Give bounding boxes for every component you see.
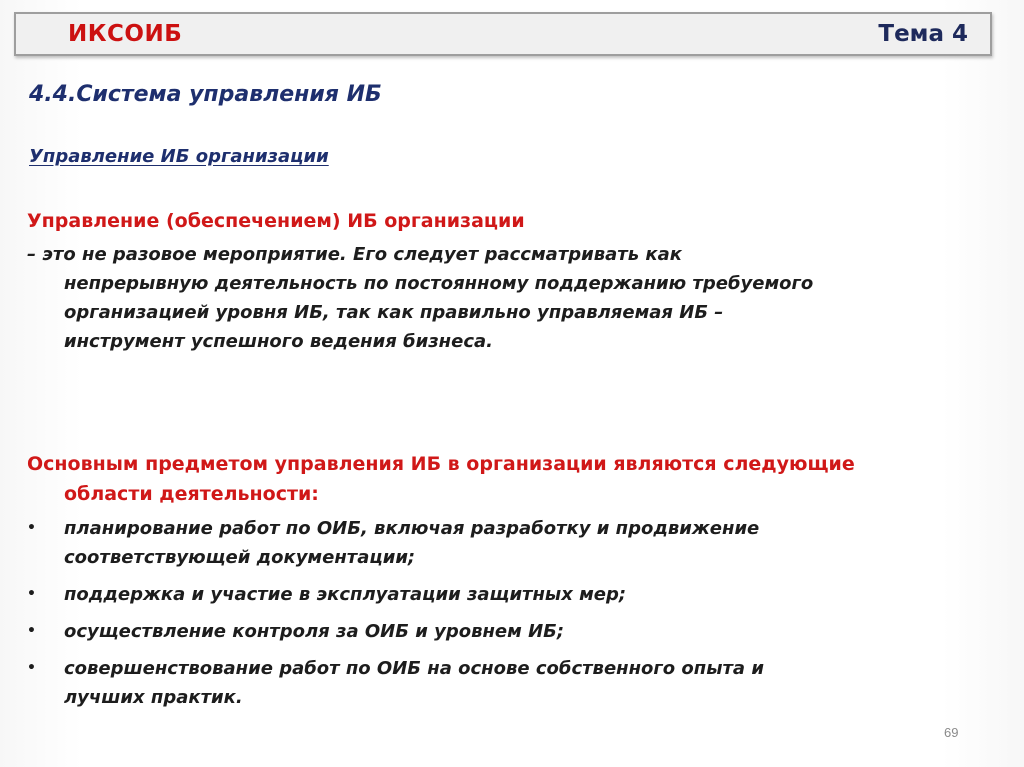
list-item (27, 617, 987, 646)
definition-line: – это не разовое мероприятие. Его следует рассматривать как (27, 244, 682, 265)
list-item (27, 654, 987, 712)
areas-heading (27, 449, 987, 509)
list-item (27, 514, 987, 572)
definition-line: непрерывную деятельность по постоянному поддержанию требуемого (64, 273, 814, 294)
list-item (27, 580, 987, 609)
definition-line: инструмент успешного ведения бизнеса. (64, 331, 493, 352)
subsection-title: Управление ИБ организации (29, 146, 329, 167)
management-heading: Управление (обеспечением) ИБ организации (27, 210, 525, 232)
areas-heading-line: Основным предметом управления ИБ в организации являются следующие (27, 453, 855, 475)
section-title: 4.4.Система управления ИБ (29, 82, 382, 107)
bullet-icon: • (27, 623, 36, 639)
bullet-icon: • (27, 520, 36, 536)
course-title: ИКСОИБ (68, 21, 183, 47)
header-bar (14, 12, 992, 56)
list-item-line: осуществление контроля за ОИБ и уровнем ИБ; (64, 621, 565, 642)
definition-line: организацией уровня ИБ, так как правильно управляемая ИБ – (64, 302, 724, 323)
bullet-icon: • (27, 586, 36, 602)
list-item-line: совершенствование работ по ОИБ на основе собственного опыта и (64, 658, 764, 679)
list-item-line: поддержка и участие в эксплуатации защитных мер; (64, 584, 627, 605)
list-item-line: соответствующей документации; (64, 547, 416, 568)
areas-heading-line: области деятельности: (64, 483, 319, 505)
page-number: 69 (944, 725, 959, 740)
bullet-icon: • (27, 660, 36, 676)
definition-paragraph (27, 240, 987, 356)
topic-label: Тема 4 (878, 21, 968, 47)
activity-areas-list (27, 514, 987, 720)
list-item-line: лучших практик. (64, 687, 243, 708)
list-item-line: планирование работ по ОИБ, включая разработку и продвижение (64, 518, 760, 539)
